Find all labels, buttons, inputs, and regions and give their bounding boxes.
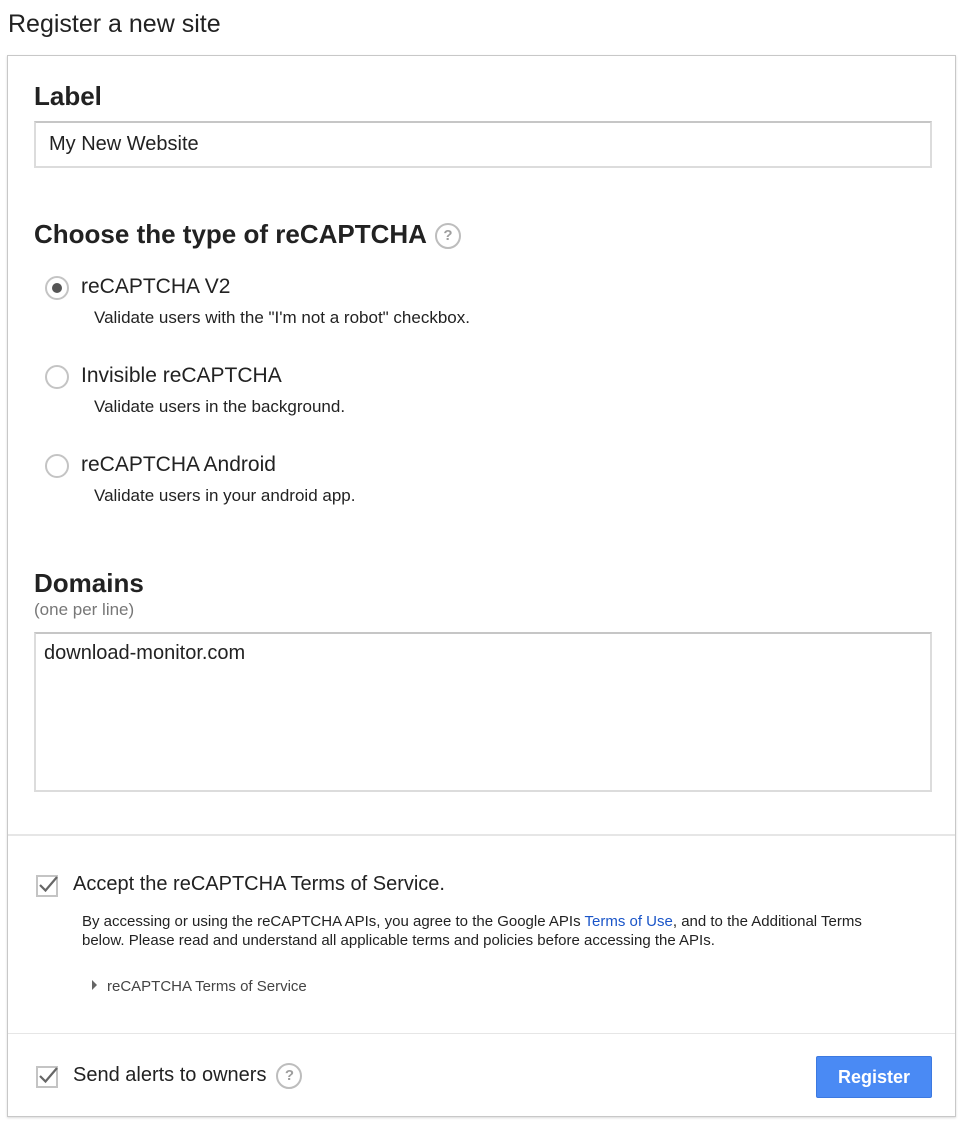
radio-button[interactable] xyxy=(45,454,69,478)
send-alerts-label-text: Send alerts to owners xyxy=(73,1064,267,1086)
accept-terms-label[interactable]: Accept the reCAPTCHA Terms of Service. xyxy=(73,873,445,895)
section-divider xyxy=(8,1033,955,1034)
disclosure-label: reCAPTCHA Terms of Service xyxy=(107,978,307,995)
checkmark-icon xyxy=(37,1065,59,1087)
help-circle-icon[interactable]: ? xyxy=(276,1063,302,1089)
help-circle-icon[interactable]: ? xyxy=(435,223,461,249)
recaptcha-type-heading-text: Choose the type of reCAPTCHA xyxy=(34,219,427,249)
terms-description xyxy=(82,912,892,950)
send-alerts-checkbox[interactable] xyxy=(36,1066,58,1088)
triangle-right-icon xyxy=(92,980,97,990)
section-divider xyxy=(8,834,955,836)
radio-button-checked[interactable] xyxy=(45,276,69,300)
label-input[interactable]: My New Website xyxy=(34,121,932,168)
terms-text-end: , and to the Additional Terms below. Please read and understand all applicable terms and policies before accessing the APIs. xyxy=(82,913,862,949)
send-alerts-label[interactable] xyxy=(73,1062,302,1089)
radio-option-title: reCAPTCHA Android xyxy=(81,453,276,476)
terms-of-use-link[interactable]: Terms of Use xyxy=(584,913,673,930)
recaptcha-tos-disclosure[interactable] xyxy=(92,977,307,997)
page-title: Register a new site xyxy=(8,10,221,38)
radio-option-title: Invisible reCAPTCHA xyxy=(81,364,282,387)
radio-option-description: Validate users in your android app. xyxy=(94,486,356,505)
radio-button[interactable] xyxy=(45,365,69,389)
recaptcha-type-heading xyxy=(34,218,461,250)
radio-option-description: Validate users with the "I'm not a robot" checkbox. xyxy=(94,308,470,327)
register-button[interactable]: Register xyxy=(816,1056,932,1098)
domains-textarea[interactable]: download-monitor.com xyxy=(34,632,932,792)
accept-terms-checkbox[interactable] xyxy=(36,875,58,897)
radio-option-title: reCAPTCHA V2 xyxy=(81,275,231,298)
domains-hint: (one per line) xyxy=(34,600,135,619)
terms-text-start: By accessing or using the reCAPTCHA APIs, you agree to the Google APIs xyxy=(82,913,585,930)
register-site-card xyxy=(7,55,956,1117)
radio-option-description: Validate users in the background. xyxy=(94,397,346,416)
domains-heading: Domains xyxy=(34,568,144,598)
label-heading: Label xyxy=(34,81,102,111)
checkmark-icon xyxy=(37,874,59,896)
